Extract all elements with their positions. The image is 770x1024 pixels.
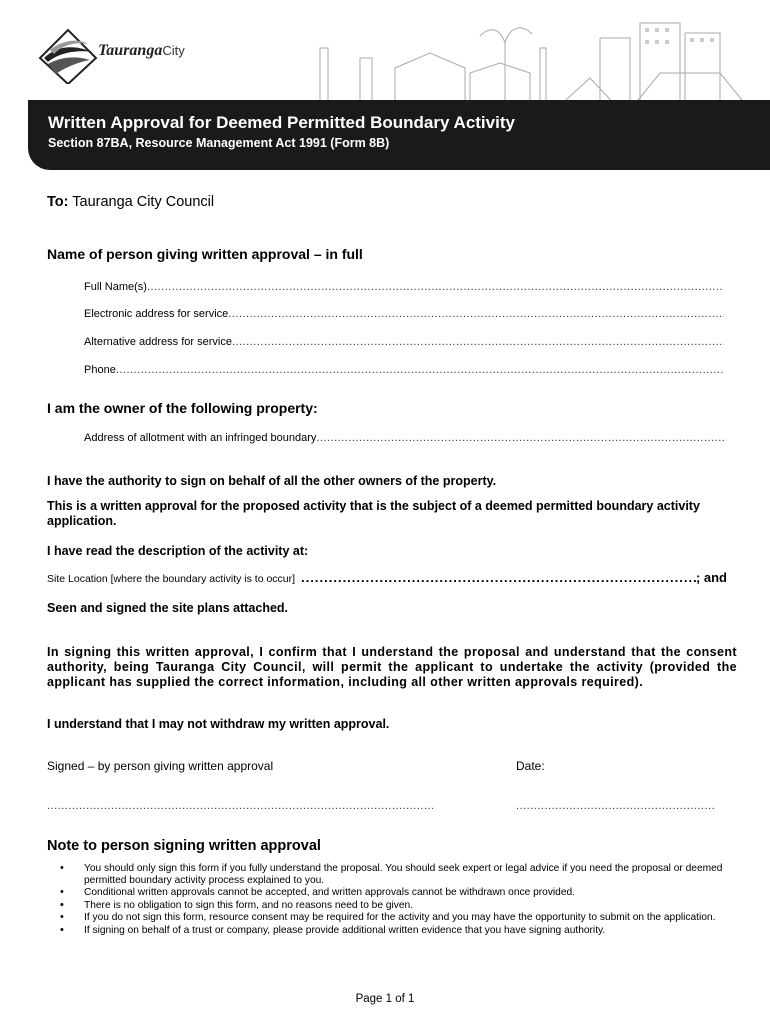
allotment-address-label: Address of allotment with an infringed boundary — [84, 432, 317, 444]
recipient-label: To: — [47, 194, 69, 210]
note-item: • You should only sign this form if you fully understand the proposal. You should seek expert or legal advice if you need the proposal or deemed permitted boundary activity process explained to you. — [60, 863, 730, 886]
phone-field[interactable] — [84, 364, 724, 376]
recipient-line — [47, 194, 214, 210]
page-number: Page 1 of 1 — [355, 993, 415, 1005]
date-label: Date: — [516, 759, 545, 773]
site-location-field[interactable] — [47, 570, 727, 585]
signature-label: Signed – by person giving written approval — [47, 759, 274, 773]
allotment-address-field[interactable] — [84, 432, 724, 444]
site-plans-statement: Seen and signed the site plans attached. — [47, 601, 289, 615]
notes-heading: Note to person signing written approval — [47, 838, 321, 854]
electronic-address-label: Electronic address for service — [84, 308, 229, 320]
alternative-address-field[interactable] — [84, 336, 724, 348]
signature-field[interactable] — [47, 800, 433, 812]
title-banner — [28, 100, 770, 170]
site-location-suffix: ; and — [695, 570, 727, 585]
alternative-address-label: Alternative address for service — [84, 336, 232, 348]
full-name-label: Full Name(s) — [84, 281, 147, 293]
property-heading: I am the owner of the following property: — [47, 400, 318, 416]
form-title: Written Approval for Deemed Permitted Boundary Activity — [48, 113, 515, 132]
electronic-address-field[interactable] — [84, 308, 724, 320]
date-field[interactable] — [516, 800, 714, 812]
city-skyline-illustration — [300, 18, 770, 110]
note-item: • There is no obligation to sign this form, and no reasons need to be given. — [60, 900, 730, 912]
approver-heading: Name of person giving written approval – in full — [47, 246, 363, 262]
recipient-value: Tauranga City Council — [72, 194, 215, 210]
phone-label: Phone — [84, 364, 116, 376]
site-location-label: Site Location [where the boundary activity is to occur] — [47, 573, 296, 585]
full-name-field[interactable] — [84, 281, 724, 293]
logo-brand: Tauranga — [98, 42, 163, 59]
withdraw-statement: I understand that I may not withdraw my written approval. — [47, 717, 390, 731]
note-item: • If you do not sign this form, resource consent may be required for the activity and you may have the opportunity to submit on the application. — [60, 912, 730, 924]
confirmation-statement: In signing this written approval, I confirm that I understand the proposal and understand that the consent authority, being Tauranga City Council, will permit the applicant to undertake the activity (provided the applicant has supplied the correct information, including all other written approvals required). — [47, 645, 737, 689]
notes-list — [60, 863, 730, 937]
logo-city: City — [162, 43, 185, 58]
approval-statement: This is a written approval for the proposed activity that is the subject of a deemed permitted boundary activity application. — [47, 499, 700, 528]
logo-text — [98, 42, 185, 60]
authority-statement: I have the authority to sign on behalf of all the other owners of the property. — [47, 474, 497, 488]
read-description-statement: I have read the description of the activity at: — [47, 544, 309, 558]
form-subtitle: Section 87BA, Resource Management Act 1991 (Form 8B) — [48, 136, 390, 150]
note-item: • Conditional written approvals cannot be accepted, and written approvals cannot be withdrawn once provided. — [60, 887, 730, 899]
note-item: • If signing on behalf of a trust or company, please provide additional written evidence that you have signing authority. — [60, 925, 730, 937]
